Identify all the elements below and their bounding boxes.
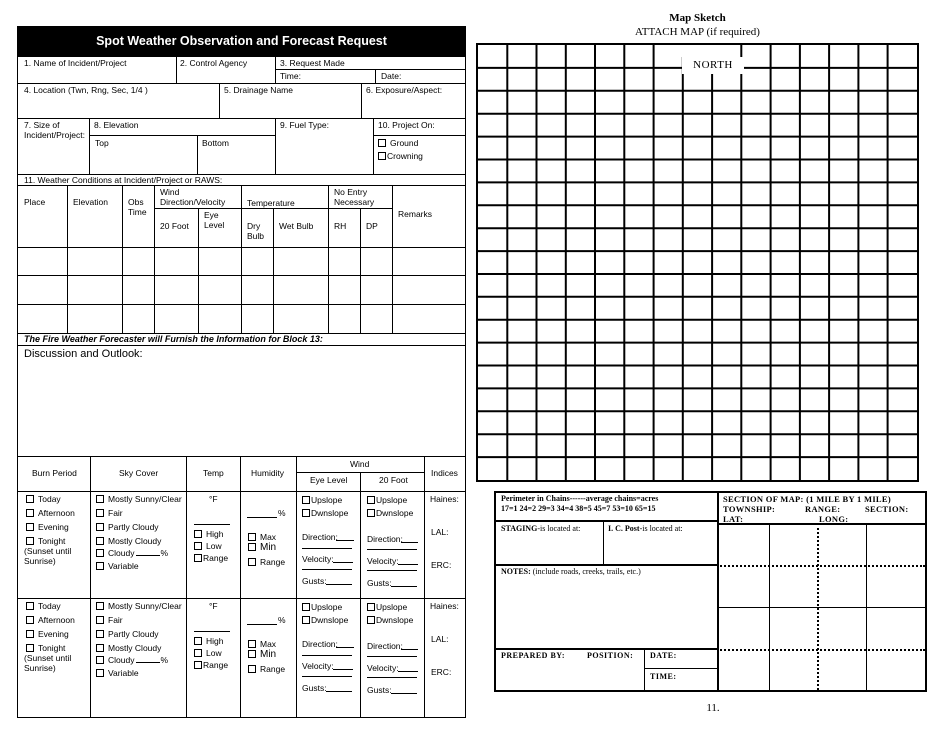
hdr-burn-period: Burn Period: [32, 468, 77, 478]
sky-fair[interactable]: Fair: [96, 508, 123, 518]
period-today[interactable]: Today: [26, 494, 61, 504]
map-info-box: [494, 491, 927, 692]
temp-range[interactable]: Range: [194, 660, 228, 670]
label-control-agency: 2. Control Agency: [180, 58, 248, 68]
checkbox-ground[interactable]: Ground: [378, 138, 418, 148]
spot-weather-form: [17, 26, 466, 718]
humidity-range[interactable]: Range: [248, 664, 285, 674]
map-sketch-grid[interactable]: [476, 43, 919, 482]
eye-velocity: Velocity:: [302, 554, 334, 564]
index-erc: ERC:: [431, 667, 452, 677]
ft20-gusts: Gusts:: [367, 578, 392, 588]
temp-deg-f: °F: [209, 494, 218, 504]
ft20-dwnslope[interactable]: Dwnslope: [367, 615, 413, 625]
temp-range[interactable]: Range: [194, 553, 228, 563]
humidity-pct: %: [278, 508, 286, 518]
hdr-eye-level: Eye Level: [310, 475, 348, 485]
ft20-upslope[interactable]: Upslope: [367, 602, 407, 612]
block13-heading: The Fire Weather Forecaster will Furnish the Information for Block 13:: [24, 334, 323, 344]
sky-partly-cloudy[interactable]: Partly Cloudy: [96, 629, 159, 639]
sky-mostly-sunny[interactable]: Mostly Sunny/Clear: [96, 601, 182, 611]
label-weather-conditions: 11. Weather Conditions at Incident/Project or RAWS:: [24, 175, 223, 185]
sky-mostly-cloudy[interactable]: Mostly Cloudy: [96, 643, 161, 653]
period-afternoon[interactable]: Afternoon: [26, 508, 75, 518]
label-size-of-incident: 7. Size of Incident/Project:: [24, 120, 85, 140]
index-haines: Haines:: [430, 494, 459, 504]
period-evening[interactable]: Evening: [26, 522, 69, 532]
label-date: Date:: [381, 71, 402, 81]
sky-mostly-sunny[interactable]: Mostly Sunny/Clear: [96, 494, 182, 504]
form-title: Spot Weather Observation and Forecast Request: [18, 27, 465, 56]
sky-variable[interactable]: Variable: [96, 561, 139, 571]
col-rh: RH: [334, 221, 347, 231]
index-haines: Haines:: [430, 601, 459, 611]
sky-partly-cloudy[interactable]: Partly Cloudy: [96, 522, 159, 532]
label-project-on: 10. Project On:: [378, 120, 435, 130]
north-label: NORTH: [682, 57, 744, 74]
perimeter-title: Perimeter in Chains------average chains=acres: [501, 494, 659, 503]
eye-dwnslope[interactable]: Dwnslope: [302, 508, 348, 518]
humidity-max[interactable]: Max: [248, 532, 276, 542]
temp-low[interactable]: Low: [194, 541, 222, 551]
hdr-indices: Indices: [431, 468, 458, 478]
index-erc: ERC:: [431, 560, 452, 570]
label-drainage-name: 5. Drainage Name: [224, 85, 293, 95]
col-no-entry: No Entry Necessary: [334, 187, 375, 207]
sunset-note: (Sunset until Sunrise): [24, 653, 72, 673]
index-lal: LAL:: [431, 527, 449, 537]
range-label: RANGE:: [805, 504, 841, 514]
ft20-direction: Direction:: [367, 534, 403, 544]
ft20-upslope[interactable]: Upslope: [367, 495, 407, 505]
sky-cloudy[interactable]: Cloudy %: [96, 655, 168, 665]
sky-mostly-cloudy[interactable]: Mostly Cloudy: [96, 536, 161, 546]
hdr-humidity: Humidity: [251, 468, 285, 478]
discussion-label: Discussion and Outlook:: [24, 348, 143, 360]
position-label: POSITION:: [587, 651, 634, 660]
period-tonight[interactable]: Tonight: [26, 643, 65, 653]
label-fuel-type: 9. Fuel Type:: [280, 120, 329, 130]
township-label: TOWNSHIP:: [723, 504, 776, 514]
eye-direction: Direction:: [302, 532, 338, 542]
label-location: 4. Location (Twn, Rng, Sec, 1/4 ): [24, 85, 148, 95]
eye-upslope[interactable]: Upslope: [302, 602, 342, 612]
period-tonight[interactable]: Tonight: [26, 536, 65, 546]
label-incident-name: 1. Name of Incident/Project: [24, 58, 127, 68]
eye-upslope[interactable]: Upslope: [302, 495, 342, 505]
temp-deg-f: °F: [209, 601, 218, 611]
lat-label: LAT:: [723, 514, 744, 524]
sky-variable[interactable]: Variable: [96, 668, 139, 678]
humidity-min[interactable]: Min: [248, 650, 276, 660]
temp-low[interactable]: Low: [194, 648, 222, 658]
humidity-max[interactable]: Max: [248, 639, 276, 649]
label-top: Top: [95, 138, 109, 148]
eye-gusts: Gusts:: [302, 576, 327, 586]
col-remarks: Remarks: [398, 209, 433, 219]
period-evening[interactable]: Evening: [26, 629, 69, 639]
eye-velocity: Velocity:: [302, 661, 334, 671]
icpost-label: I. C. Post-is located at:: [608, 524, 683, 533]
map-subtitle: ATTACH MAP (if required): [635, 26, 760, 38]
temp-high[interactable]: High: [194, 529, 223, 539]
map-title: Map Sketch: [669, 12, 726, 24]
label-exposure-aspect: 6. Exposure/Aspect:: [366, 85, 443, 95]
humidity-range[interactable]: Range: [248, 557, 285, 567]
col-place: Place: [24, 197, 46, 207]
hdr-wind: Wind: [350, 459, 370, 469]
col-20foot: 20 Foot: [160, 221, 189, 231]
notes-label: NOTES: (include roads, creeks, trails, etc.): [501, 567, 641, 576]
col-dp: DP: [366, 221, 378, 231]
col-dry-bulb: Dry Bulb: [247, 221, 265, 241]
eye-direction: Direction:: [302, 639, 338, 649]
date-label: DATE:: [650, 651, 677, 660]
checkbox-crowning[interactable]: Crowning: [378, 151, 423, 161]
label-elevation: 8. Elevation: [94, 120, 139, 130]
humidity-pct: %: [278, 615, 286, 625]
label-request-made: 3. Request Made: [280, 58, 345, 68]
col-wind: Wind Direction/Velocity: [160, 187, 226, 207]
ft20-velocity: Velocity:: [367, 663, 399, 673]
humidity-min[interactable]: Min: [248, 543, 276, 553]
hdr-temp: Temp: [203, 468, 224, 478]
time-label: TIME:: [650, 672, 677, 681]
eye-dwnslope[interactable]: Dwnslope: [302, 615, 348, 625]
hdr-20foot: 20 Foot: [379, 475, 408, 485]
page-number: 11.: [706, 702, 720, 714]
section-label: SECTION:: [865, 504, 909, 514]
index-lal: LAL:: [431, 634, 449, 644]
grid-lines: [478, 45, 917, 480]
label-bottom: Bottom: [202, 138, 229, 148]
col-obs-time: Obs Time: [128, 197, 147, 217]
sky-fair[interactable]: Fair: [96, 615, 123, 625]
label-time: Time:: [280, 71, 301, 81]
staging-label: STAGING-is located at:: [501, 524, 581, 533]
prepared-by-label: PREPARED BY:: [501, 651, 566, 660]
ft20-dwnslope[interactable]: Dwnslope: [367, 508, 413, 518]
period-afternoon[interactable]: Afternoon: [26, 615, 75, 625]
long-label: LONG:: [819, 514, 849, 524]
temp-high[interactable]: High: [194, 636, 223, 646]
hdr-sky-cover: Sky Cover: [119, 468, 159, 478]
ft20-gusts: Gusts:: [367, 685, 392, 695]
sky-cloudy[interactable]: Cloudy %: [96, 548, 168, 558]
col-elevation: Elevation: [73, 197, 108, 207]
col-temperature: Temperature: [247, 198, 295, 208]
section-title: SECTION OF MAP: (1 MILE BY 1 MILE): [723, 494, 892, 504]
perimeter-values: 17=1 24=2 29=3 34=4 38=5 45=7 53=10 65=15: [501, 504, 656, 513]
ft20-direction: Direction:: [367, 641, 403, 651]
period-today[interactable]: Today: [26, 601, 61, 611]
sunset-note: (Sunset until Sunrise): [24, 546, 72, 566]
ft20-velocity: Velocity:: [367, 556, 399, 566]
col-eye-level: Eye Level: [204, 210, 225, 230]
eye-gusts: Gusts:: [302, 683, 327, 693]
col-wet-bulb: Wet Bulb: [279, 221, 314, 231]
